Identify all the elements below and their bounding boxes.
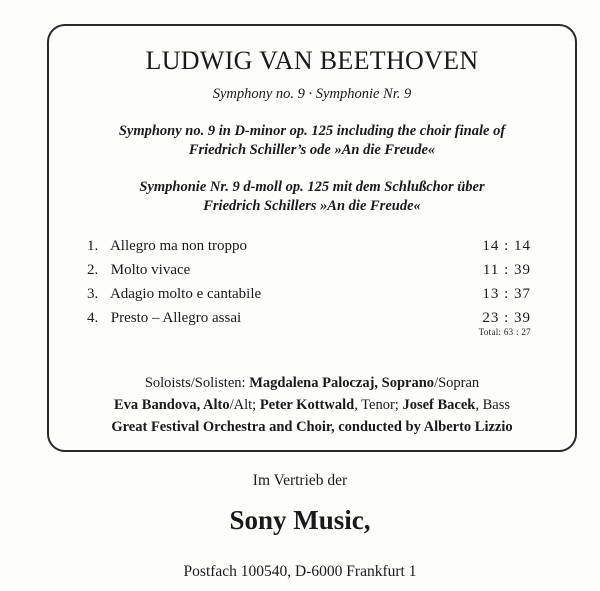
bass-name: Josef Bacek [402, 397, 476, 413]
alto-name: Eva Bandova, Alto [113, 397, 230, 413]
track-number: 4. [87, 310, 99, 326]
track-duration: 14 : 14 [482, 238, 531, 254]
track-row [87, 234, 531, 258]
track-title: Allegro ma non troppo [109, 238, 247, 254]
track-title: Presto – Allegro assai [110, 310, 242, 326]
description-german-line: Friedrich Schillers »An die Freude« [203, 198, 421, 214]
track-list [87, 234, 531, 330]
bass-suffix: , Bass [475, 397, 510, 413]
soloists-label: Soloists/Solisten: [144, 375, 250, 391]
track-number: 1. [87, 238, 99, 254]
description-english-line: Symphony no. 9 in D-minor op. 125 including the choir finale of [118, 123, 506, 139]
soprano-suffix: /Sopran [434, 375, 480, 391]
track-number: 2. [87, 262, 99, 278]
composer-title: LUDWIG VAN BEETHOVEN [145, 46, 479, 75]
track-title: Molto vivace [110, 262, 191, 278]
track-number: 3. [87, 286, 99, 302]
soprano-name: Magdalena Paloczaj, Soprano [249, 375, 435, 391]
distributor-address: Postfach 100540, D-6000 Frankfurt 1 [183, 563, 417, 580]
description-english [69, 122, 555, 160]
distributor-brand: Sony Music, [229, 505, 371, 535]
track-duration: 13 : 37 [482, 286, 531, 302]
description-english-line: Friedrich Schiller’s ode »An die Freude« [188, 142, 436, 158]
track-duration: 23 : 39 [482, 310, 531, 326]
total-duration: Total: 63 : 27 [478, 327, 531, 337]
track-row [87, 282, 531, 306]
description-german-line: Symphonie Nr. 9 d-moll op. 125 mit dem Schlußchor über [139, 179, 485, 195]
credits-line-orchestra [49, 416, 575, 438]
alto-suffix: /Alt; [229, 397, 260, 413]
description-german [69, 178, 555, 216]
track-row [87, 306, 531, 330]
work-subtitle: Symphony no. 9 · Symphonie Nr. 9 [212, 86, 412, 102]
credits-line-soloists [49, 372, 575, 394]
credits-line-voices [49, 394, 575, 416]
track-duration: 11 : 39 [482, 262, 531, 278]
distribution-label: Im Vertrieb der [252, 472, 348, 489]
tenor-suffix: , Tenor; [354, 397, 403, 413]
tenor-name: Peter Kottwald [259, 397, 355, 413]
liner-notes-card [47, 24, 577, 452]
performer-credits [49, 372, 575, 438]
orchestra-credit: Great Festival Orchestra and Choir, conducted by Alberto Lizzio [111, 419, 513, 435]
track-title: Adagio molto e cantabile [109, 286, 262, 302]
track-row [87, 258, 531, 282]
